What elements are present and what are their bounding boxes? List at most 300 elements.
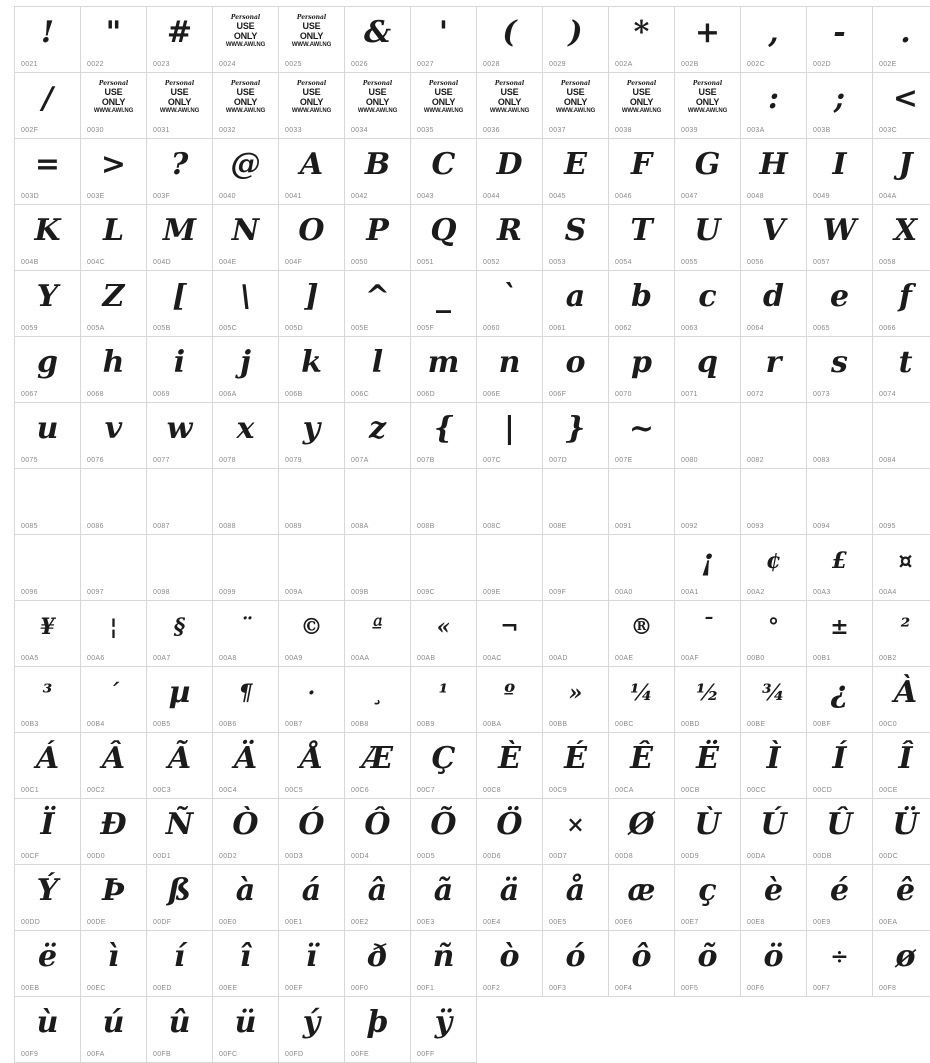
glyph-cell[interactable]: [411, 337, 477, 403]
glyph-cell[interactable]: [147, 997, 213, 1063]
glyph-cell[interactable]: [873, 337, 930, 403]
glyph-unicode-code: 002B: [681, 61, 699, 68]
glyph-unicode-code: 002A: [615, 61, 633, 68]
glyph-cell[interactable]: [675, 271, 741, 337]
glyph-cell[interactable]: [15, 205, 81, 271]
glyph-character: è: [763, 873, 784, 908]
glyph-cell[interactable]: [345, 865, 411, 931]
glyph-cell[interactable]: [411, 73, 477, 139]
glyph-character: ç: [698, 873, 717, 908]
glyph-cell[interactable]: [279, 139, 345, 205]
glyph-cell[interactable]: [741, 865, 807, 931]
glyph-cell[interactable]: [147, 337, 213, 403]
glyph-character: ´: [108, 680, 119, 706]
glyph-cell[interactable]: [543, 931, 609, 997]
glyph-cell[interactable]: [873, 733, 930, 799]
glyph-cell[interactable]: [543, 73, 609, 139]
glyph-cell[interactable]: [279, 799, 345, 865]
glyph-unicode-code: 0029: [549, 61, 566, 68]
glyph-unicode-code: 00F9: [21, 1051, 39, 1058]
glyph-cell[interactable]: [675, 535, 741, 601]
glyph-cell[interactable]: [807, 667, 873, 733]
glyph-cell[interactable]: [411, 667, 477, 733]
glyph-cell[interactable]: [741, 337, 807, 403]
glyph-cell[interactable]: [477, 667, 543, 733]
glyph-cell[interactable]: [477, 799, 543, 865]
glyph-cell[interactable]: [741, 403, 807, 469]
glyph-unicode-code: 008B: [417, 523, 435, 530]
glyph-unicode-code: 0040: [219, 193, 236, 200]
glyph-cell[interactable]: [15, 997, 81, 1063]
glyph-character: ü: [234, 1005, 257, 1040]
glyph-cell[interactable]: [147, 799, 213, 865]
glyph-cell[interactable]: [675, 931, 741, 997]
glyph-cell[interactable]: [609, 271, 675, 337]
glyph-cell[interactable]: [345, 997, 411, 1063]
glyph-unicode-code: 004F: [285, 259, 303, 266]
glyph-cell[interactable]: [345, 931, 411, 997]
glyph-cell[interactable]: [873, 205, 930, 271]
glyph-cell[interactable]: [477, 139, 543, 205]
glyph-cell[interactable]: [213, 337, 279, 403]
glyph-cell[interactable]: [543, 799, 609, 865]
glyph-cell[interactable]: [81, 799, 147, 865]
glyph-cell[interactable]: [807, 73, 873, 139]
glyph-cell[interactable]: [81, 535, 147, 601]
glyph-cell[interactable]: [15, 799, 81, 865]
glyph-cell[interactable]: [807, 271, 873, 337]
glyph-character: ä: [499, 873, 520, 908]
glyph-cell[interactable]: [807, 535, 873, 601]
glyph-cell[interactable]: [213, 799, 279, 865]
glyph-cell[interactable]: [279, 535, 345, 601]
glyph-cell[interactable]: [81, 667, 147, 733]
glyph-cell[interactable]: [543, 865, 609, 931]
glyph-cell[interactable]: [147, 667, 213, 733]
glyph-unicode-code: 0045: [549, 193, 566, 200]
glyph-cell[interactable]: [675, 73, 741, 139]
glyph-character: ª: [372, 614, 383, 640]
glyph-unicode-code: 0083: [813, 457, 830, 464]
glyph-cell[interactable]: [147, 865, 213, 931]
glyph-unicode-code: 00C9: [549, 787, 567, 794]
glyph-cell[interactable]: [81, 601, 147, 667]
glyph-cell[interactable]: [609, 931, 675, 997]
glyph-cell[interactable]: [81, 7, 147, 73]
glyph-cell[interactable]: [213, 7, 279, 73]
glyph-cell[interactable]: [411, 469, 477, 535]
glyph-unicode-code: 00B7: [285, 721, 303, 728]
glyph-cell[interactable]: [609, 601, 675, 667]
glyph-cell[interactable]: [477, 337, 543, 403]
glyph-character: ?: [170, 147, 189, 182]
glyph-unicode-code: 00F0: [351, 985, 369, 992]
glyph-cell[interactable]: [609, 733, 675, 799]
glyph-cell[interactable]: [807, 139, 873, 205]
glyph-cell[interactable]: [807, 931, 873, 997]
glyph-cell[interactable]: [81, 139, 147, 205]
glyph-cell[interactable]: [15, 337, 81, 403]
glyph-character: µ: [168, 675, 191, 710]
glyph-unicode-code: 00FD: [285, 1051, 304, 1058]
glyph-cell[interactable]: [675, 7, 741, 73]
glyph-cell[interactable]: [345, 535, 411, 601]
glyph-unicode-code: 005A: [87, 325, 105, 332]
glyph-cell[interactable]: [15, 601, 81, 667]
glyph-cell[interactable]: [279, 7, 345, 73]
glyph-cell[interactable]: [873, 601, 930, 667]
glyph-character: P: [366, 213, 389, 248]
glyph-cell[interactable]: [477, 403, 543, 469]
glyph-cell[interactable]: [873, 667, 930, 733]
glyph-cell[interactable]: [279, 865, 345, 931]
glyph-cell[interactable]: [741, 139, 807, 205]
glyph-character: K: [34, 213, 61, 248]
glyph-cell[interactable]: [213, 667, 279, 733]
glyph-cell[interactable]: [543, 535, 609, 601]
glyph-cell[interactable]: [873, 271, 930, 337]
glyph-cell[interactable]: [147, 601, 213, 667]
glyph-unicode-code: 0026: [351, 61, 368, 68]
glyph-cell[interactable]: [741, 535, 807, 601]
glyph-cell[interactable]: [807, 601, 873, 667]
glyph-cell[interactable]: [213, 997, 279, 1063]
glyph-cell[interactable]: [279, 469, 345, 535]
glyph-cell[interactable]: [345, 271, 411, 337]
glyph-cell[interactable]: [873, 139, 930, 205]
logo-line-4: WWW.AWI.NG: [357, 108, 398, 114]
glyph-cell[interactable]: [741, 7, 807, 73]
glyph-cell[interactable]: [807, 799, 873, 865]
grid-filler: [477, 997, 543, 1063]
glyph-cell[interactable]: [741, 601, 807, 667]
glyph-cell[interactable]: [411, 205, 477, 271]
glyph-cell[interactable]: [477, 469, 543, 535]
glyph-cell[interactable]: [807, 733, 873, 799]
glyph-cell[interactable]: [543, 205, 609, 271]
glyph-unicode-code: 00F6: [747, 985, 765, 992]
glyph-cell[interactable]: [411, 271, 477, 337]
glyph-cell[interactable]: [543, 403, 609, 469]
glyph-cell[interactable]: [477, 865, 543, 931]
glyph-unicode-code: 00E3: [417, 919, 435, 926]
glyph-cell[interactable]: [345, 601, 411, 667]
glyph-cell[interactable]: [609, 7, 675, 73]
glyph-cell[interactable]: [609, 667, 675, 733]
glyph-cell[interactable]: [15, 469, 81, 535]
glyph-cell[interactable]: [147, 7, 213, 73]
glyph-unicode-code: 0046: [615, 193, 632, 200]
glyph-unicode-code: 0053: [549, 259, 566, 266]
glyph-cell[interactable]: [411, 403, 477, 469]
glyph-cell[interactable]: [15, 7, 81, 73]
glyph-character: ¿: [830, 675, 849, 710]
glyph-cell[interactable]: [675, 469, 741, 535]
glyph-cell[interactable]: [411, 535, 477, 601]
glyph-cell[interactable]: [411, 7, 477, 73]
glyph-cell[interactable]: [345, 469, 411, 535]
glyph-cell[interactable]: [345, 73, 411, 139]
glyph-cell[interactable]: [675, 733, 741, 799]
glyph-cell[interactable]: [279, 205, 345, 271]
glyph-cell[interactable]: [543, 733, 609, 799]
glyph-unicode-code: 0023: [153, 61, 170, 68]
glyph-cell[interactable]: [147, 931, 213, 997]
glyph-cell[interactable]: [81, 931, 147, 997]
glyph-unicode-code: 00BB: [549, 721, 568, 728]
glyph-cell[interactable]: [477, 271, 543, 337]
glyph-cell[interactable]: [477, 73, 543, 139]
glyph-cell[interactable]: [345, 667, 411, 733]
glyph-cell[interactable]: [213, 469, 279, 535]
glyph-unicode-code: 00D1: [153, 853, 171, 860]
glyph-cell[interactable]: [345, 733, 411, 799]
glyph-character: S: [564, 213, 587, 248]
glyph-cell[interactable]: [477, 7, 543, 73]
glyph-cell[interactable]: [543, 139, 609, 205]
glyph-cell[interactable]: [543, 667, 609, 733]
glyph-character: E: [564, 147, 587, 182]
glyph-cell[interactable]: [543, 601, 609, 667]
glyph-cell[interactable]: [675, 799, 741, 865]
glyph-cell[interactable]: [345, 139, 411, 205]
glyph-unicode-code: 00B9: [417, 721, 435, 728]
glyph-cell[interactable]: [279, 997, 345, 1063]
logo-line-4: WWW.AWI.NG: [291, 108, 332, 114]
glyph-character: s: [831, 345, 848, 380]
glyph-cell[interactable]: [609, 73, 675, 139]
glyph-cell[interactable]: [807, 337, 873, 403]
glyph-unicode-code: 0056: [747, 259, 764, 266]
glyph-character: ¡: [700, 543, 715, 578]
glyph-cell[interactable]: [675, 865, 741, 931]
glyph-cell[interactable]: [345, 799, 411, 865]
glyph-cell[interactable]: [345, 403, 411, 469]
glyph-cell[interactable]: [675, 601, 741, 667]
glyph-cell[interactable]: [15, 535, 81, 601]
glyph-cell[interactable]: [81, 997, 147, 1063]
glyph-cell[interactable]: [609, 535, 675, 601]
glyph-unicode-code: 00BD: [681, 721, 700, 728]
glyph-character: å: [565, 873, 586, 908]
glyph-cell[interactable]: [345, 205, 411, 271]
glyph-cell[interactable]: [609, 337, 675, 403]
glyph-unicode-code: 00F2: [483, 985, 501, 992]
glyph-cell[interactable]: [543, 7, 609, 73]
glyph-cell[interactable]: [15, 667, 81, 733]
glyph-character: ð: [367, 939, 388, 974]
glyph-character: Ã: [167, 741, 192, 776]
glyph-cell[interactable]: [807, 865, 873, 931]
logo-line-1: Personal: [164, 80, 195, 87]
glyph-cell[interactable]: [741, 931, 807, 997]
glyph-unicode-code: 00E6: [615, 919, 633, 926]
glyph-cell[interactable]: [213, 73, 279, 139]
glyph-cell[interactable]: [81, 865, 147, 931]
glyph-unicode-code: 00D4: [351, 853, 369, 860]
glyph-cell[interactable]: [15, 139, 81, 205]
glyph-cell[interactable]: [873, 469, 930, 535]
glyph-cell[interactable]: [81, 205, 147, 271]
glyph-unicode-code: 00EB: [21, 985, 40, 992]
glyph-cell[interactable]: [213, 403, 279, 469]
glyph-unicode-code: 00AF: [681, 655, 699, 662]
glyph-cell[interactable]: [807, 205, 873, 271]
glyph-cell[interactable]: [81, 271, 147, 337]
glyph-cell[interactable]: [543, 469, 609, 535]
glyph-cell[interactable]: [213, 139, 279, 205]
glyph-cell[interactable]: [411, 865, 477, 931]
glyph-cell[interactable]: [411, 799, 477, 865]
logo-line-1: Personal: [98, 80, 129, 87]
glyph-unicode-code: 00A9: [285, 655, 303, 662]
glyph-character: ©: [300, 614, 323, 640]
glyph-unicode-code: 00E0: [219, 919, 237, 926]
glyph-cell[interactable]: [279, 667, 345, 733]
glyph-unicode-code: 0043: [417, 193, 434, 200]
glyph-cell[interactable]: [345, 7, 411, 73]
glyph-cell[interactable]: [81, 733, 147, 799]
glyph-cell[interactable]: [873, 865, 930, 931]
glyph-cell[interactable]: [609, 139, 675, 205]
glyph-cell[interactable]: [15, 403, 81, 469]
glyph-cell[interactable]: [741, 667, 807, 733]
glyph-cell[interactable]: [15, 271, 81, 337]
glyph-character: Ò: [232, 807, 259, 842]
glyph-cell[interactable]: [609, 469, 675, 535]
glyph-cell[interactable]: [807, 469, 873, 535]
glyph-cell[interactable]: [609, 799, 675, 865]
personal-use-only-logo-icon: [213, 80, 278, 116]
glyph-cell[interactable]: [147, 271, 213, 337]
glyph-unicode-code: 006F: [549, 391, 567, 398]
glyph-cell[interactable]: [609, 403, 675, 469]
glyph-cell[interactable]: [15, 931, 81, 997]
glyph-cell[interactable]: [807, 403, 873, 469]
glyph-cell[interactable]: [81, 337, 147, 403]
glyph-cell[interactable]: [741, 799, 807, 865]
glyph-cell[interactable]: [873, 403, 930, 469]
logo-line-4: WWW.AWI.NG: [225, 108, 266, 114]
glyph-cell[interactable]: [81, 73, 147, 139]
logo-line-3: ONLY: [233, 97, 258, 107]
glyph-unicode-code: 00F1: [417, 985, 435, 992]
glyph-cell[interactable]: [213, 601, 279, 667]
glyph-character: Í: [832, 741, 847, 776]
glyph-cell[interactable]: [873, 799, 930, 865]
glyph-cell[interactable]: [81, 403, 147, 469]
glyph-cell[interactable]: [15, 733, 81, 799]
glyph-cell[interactable]: [147, 205, 213, 271]
glyph-cell[interactable]: [477, 535, 543, 601]
glyph-cell[interactable]: [15, 865, 81, 931]
glyph-character: ±: [830, 614, 849, 640]
glyph-unicode-code: 007A: [351, 457, 369, 464]
glyph-cell[interactable]: [741, 733, 807, 799]
glyph-cell[interactable]: [477, 205, 543, 271]
glyph-cell[interactable]: [345, 337, 411, 403]
glyph-cell[interactable]: [477, 601, 543, 667]
glyph-cell[interactable]: [873, 73, 930, 139]
glyph-character: *: [633, 15, 650, 50]
glyph-character: ø: [895, 939, 916, 974]
glyph-character: ù: [36, 1005, 59, 1040]
glyph-cell[interactable]: [279, 601, 345, 667]
glyph-cell[interactable]: [213, 205, 279, 271]
glyph-cell[interactable]: [279, 271, 345, 337]
glyph-cell[interactable]: [279, 931, 345, 997]
glyph-cell[interactable]: [213, 865, 279, 931]
glyph-cell[interactable]: [675, 667, 741, 733]
glyph-cell[interactable]: [873, 7, 930, 73]
glyph-cell[interactable]: [741, 469, 807, 535]
glyph-cell[interactable]: [543, 271, 609, 337]
glyph-cell[interactable]: [741, 271, 807, 337]
glyph-cell[interactable]: [411, 733, 477, 799]
glyph-cell[interactable]: [411, 931, 477, 997]
glyph-cell[interactable]: [411, 601, 477, 667]
glyph-cell[interactable]: [279, 337, 345, 403]
glyph-cell[interactable]: [213, 733, 279, 799]
glyph-unicode-code: 0067: [21, 391, 38, 398]
glyph-unicode-code: 0060: [483, 325, 500, 332]
glyph-unicode-code: 00A3: [813, 589, 831, 596]
glyph-unicode-code: 00FB: [153, 1051, 171, 1058]
glyph-cell[interactable]: [741, 205, 807, 271]
glyph-cell[interactable]: [147, 73, 213, 139]
glyph-unicode-code: 00E1: [285, 919, 303, 926]
glyph-cell[interactable]: [477, 931, 543, 997]
glyph-cell[interactable]: [675, 337, 741, 403]
glyph-cell[interactable]: [147, 733, 213, 799]
glyph-cell[interactable]: [411, 997, 477, 1063]
glyph-cell[interactable]: [147, 469, 213, 535]
glyph-character: Ô: [364, 807, 391, 842]
glyph-cell[interactable]: [213, 931, 279, 997]
glyph-cell[interactable]: [609, 205, 675, 271]
glyph-cell[interactable]: [81, 469, 147, 535]
glyph-cell[interactable]: [675, 403, 741, 469]
glyph-cell[interactable]: [279, 403, 345, 469]
glyph-cell[interactable]: [213, 535, 279, 601]
glyph-cell[interactable]: [147, 403, 213, 469]
glyph-cell[interactable]: [279, 73, 345, 139]
glyph-cell[interactable]: [543, 337, 609, 403]
glyph-cell[interactable]: [807, 7, 873, 73]
glyph-cell[interactable]: [15, 73, 81, 139]
glyph-character: Ï: [40, 807, 55, 842]
glyph-cell[interactable]: [609, 865, 675, 931]
glyph-cell[interactable]: [213, 271, 279, 337]
glyph-cell[interactable]: [147, 139, 213, 205]
glyph-character: F: [630, 147, 653, 182]
glyph-character: x: [236, 411, 255, 446]
glyph-unicode-code: 005E: [351, 325, 369, 332]
glyph-cell[interactable]: [411, 139, 477, 205]
glyph-cell[interactable]: [279, 733, 345, 799]
glyph-character: Á: [35, 741, 60, 776]
glyph-cell[interactable]: [741, 73, 807, 139]
glyph-unicode-code: 0070: [615, 391, 632, 398]
glyph-cell[interactable]: [873, 931, 930, 997]
logo-line-1: Personal: [428, 80, 459, 87]
glyph-cell[interactable]: [675, 205, 741, 271]
glyph-character: Ç: [431, 741, 456, 776]
glyph-cell[interactable]: [147, 535, 213, 601]
glyph-cell[interactable]: [477, 733, 543, 799]
glyph-cell[interactable]: [675, 139, 741, 205]
glyph-cell[interactable]: [873, 535, 930, 601]
